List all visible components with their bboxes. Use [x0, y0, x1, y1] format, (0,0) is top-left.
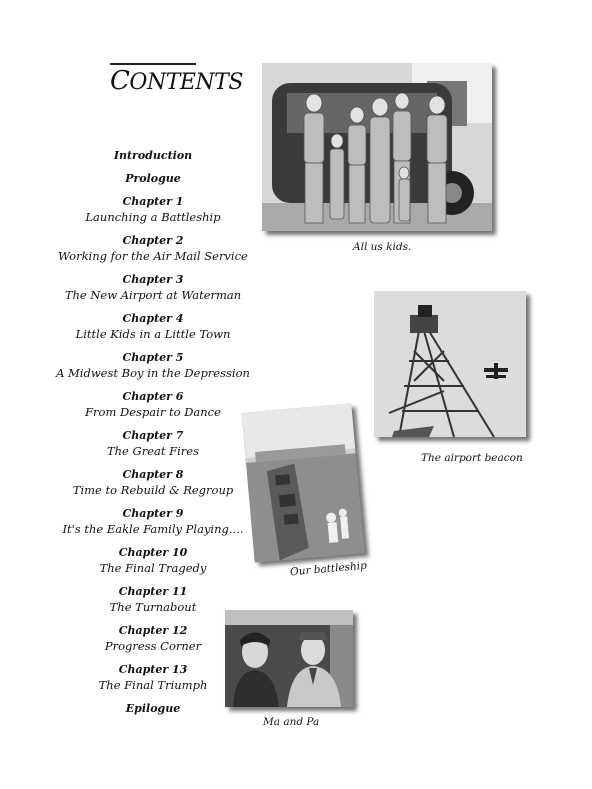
toc-chapter-title: The Final Triumph: [98, 678, 208, 692]
toc-chapter-number: Chapter 7: [122, 429, 184, 442]
page-title: [110, 67, 243, 97]
toc-entry[interactable]: [48, 506, 258, 537]
toc-chapter-title: A Midwest Boy in the Depression: [56, 366, 250, 380]
toc-entry[interactable]: [48, 148, 258, 163]
toc-chapter-title: Launching a Battleship: [85, 210, 221, 224]
toc-entry[interactable]: [48, 311, 258, 342]
toc-chapter-title: The Great Fires: [106, 444, 200, 458]
toc-entry[interactable]: [48, 467, 258, 498]
toc-chapter-number: Chapter 6: [122, 390, 184, 403]
battleship-photo-caption: Our battleship: [289, 559, 368, 579]
beacon-photo: [374, 291, 526, 437]
toc-chapter-title: The Final Tragedy: [99, 561, 207, 575]
toc-chapter-title: It's the Eakle Family Playing....: [62, 522, 244, 536]
toc-chapter-number: Chapter 11: [118, 585, 188, 598]
toc-entry[interactable]: [48, 350, 258, 381]
toc-entry[interactable]: [48, 545, 258, 576]
toc-chapter-number: Chapter 8: [122, 468, 184, 481]
toc-entry[interactable]: [48, 272, 258, 303]
toc-chapter-title: The New Airport at Waterman: [64, 288, 242, 302]
toc-chapter-title: From Despair to Dance: [85, 405, 221, 419]
title-initial: C: [110, 66, 130, 96]
toc-entry[interactable]: [48, 171, 258, 186]
toc-chapter-number: Chapter 10: [118, 546, 188, 559]
toc-chapter-number: Chapter 2: [122, 234, 184, 247]
kids-photo-caption: All us kids.: [353, 241, 412, 253]
toc-chapter-number: Chapter 4: [122, 312, 184, 325]
parents-photo-caption: Ma and Pa: [263, 716, 320, 728]
battleship-photo: [242, 403, 365, 562]
toc-chapter-title: Time to Rebuild & Regroup: [72, 483, 234, 497]
toc-label: Epilogue: [125, 702, 181, 715]
toc-chapter-title: Little Kids in a Little Town: [75, 327, 231, 341]
parents-photo: [225, 610, 353, 707]
toc-chapter-number: Chapter 9: [122, 507, 184, 520]
toc-chapter-number: Chapter 5: [122, 351, 184, 364]
kids-photo: [262, 63, 492, 231]
toc-chapter-title: Working for the Air Mail Service: [58, 249, 248, 263]
toc-entry[interactable]: [48, 428, 258, 459]
toc-entry[interactable]: [48, 233, 258, 264]
title-rest: ONTENTS: [129, 70, 243, 95]
toc-entry[interactable]: [48, 194, 258, 225]
toc-chapter-title: The Turnabout: [109, 600, 197, 614]
toc-chapter-number: Chapter 12: [118, 624, 188, 637]
beacon-photo-caption: The airport beacon: [421, 452, 523, 464]
toc-entry[interactable]: [48, 389, 258, 420]
toc-chapter-number: Chapter 1: [122, 195, 184, 208]
toc-chapter-number: Chapter 3: [122, 273, 184, 286]
toc-label: Prologue: [125, 172, 181, 185]
title-rule: [110, 63, 196, 65]
toc-label: Introduction: [113, 149, 193, 162]
toc-chapter-title: Progress Corner: [104, 639, 202, 653]
toc-chapter-number: Chapter 13: [118, 663, 188, 676]
